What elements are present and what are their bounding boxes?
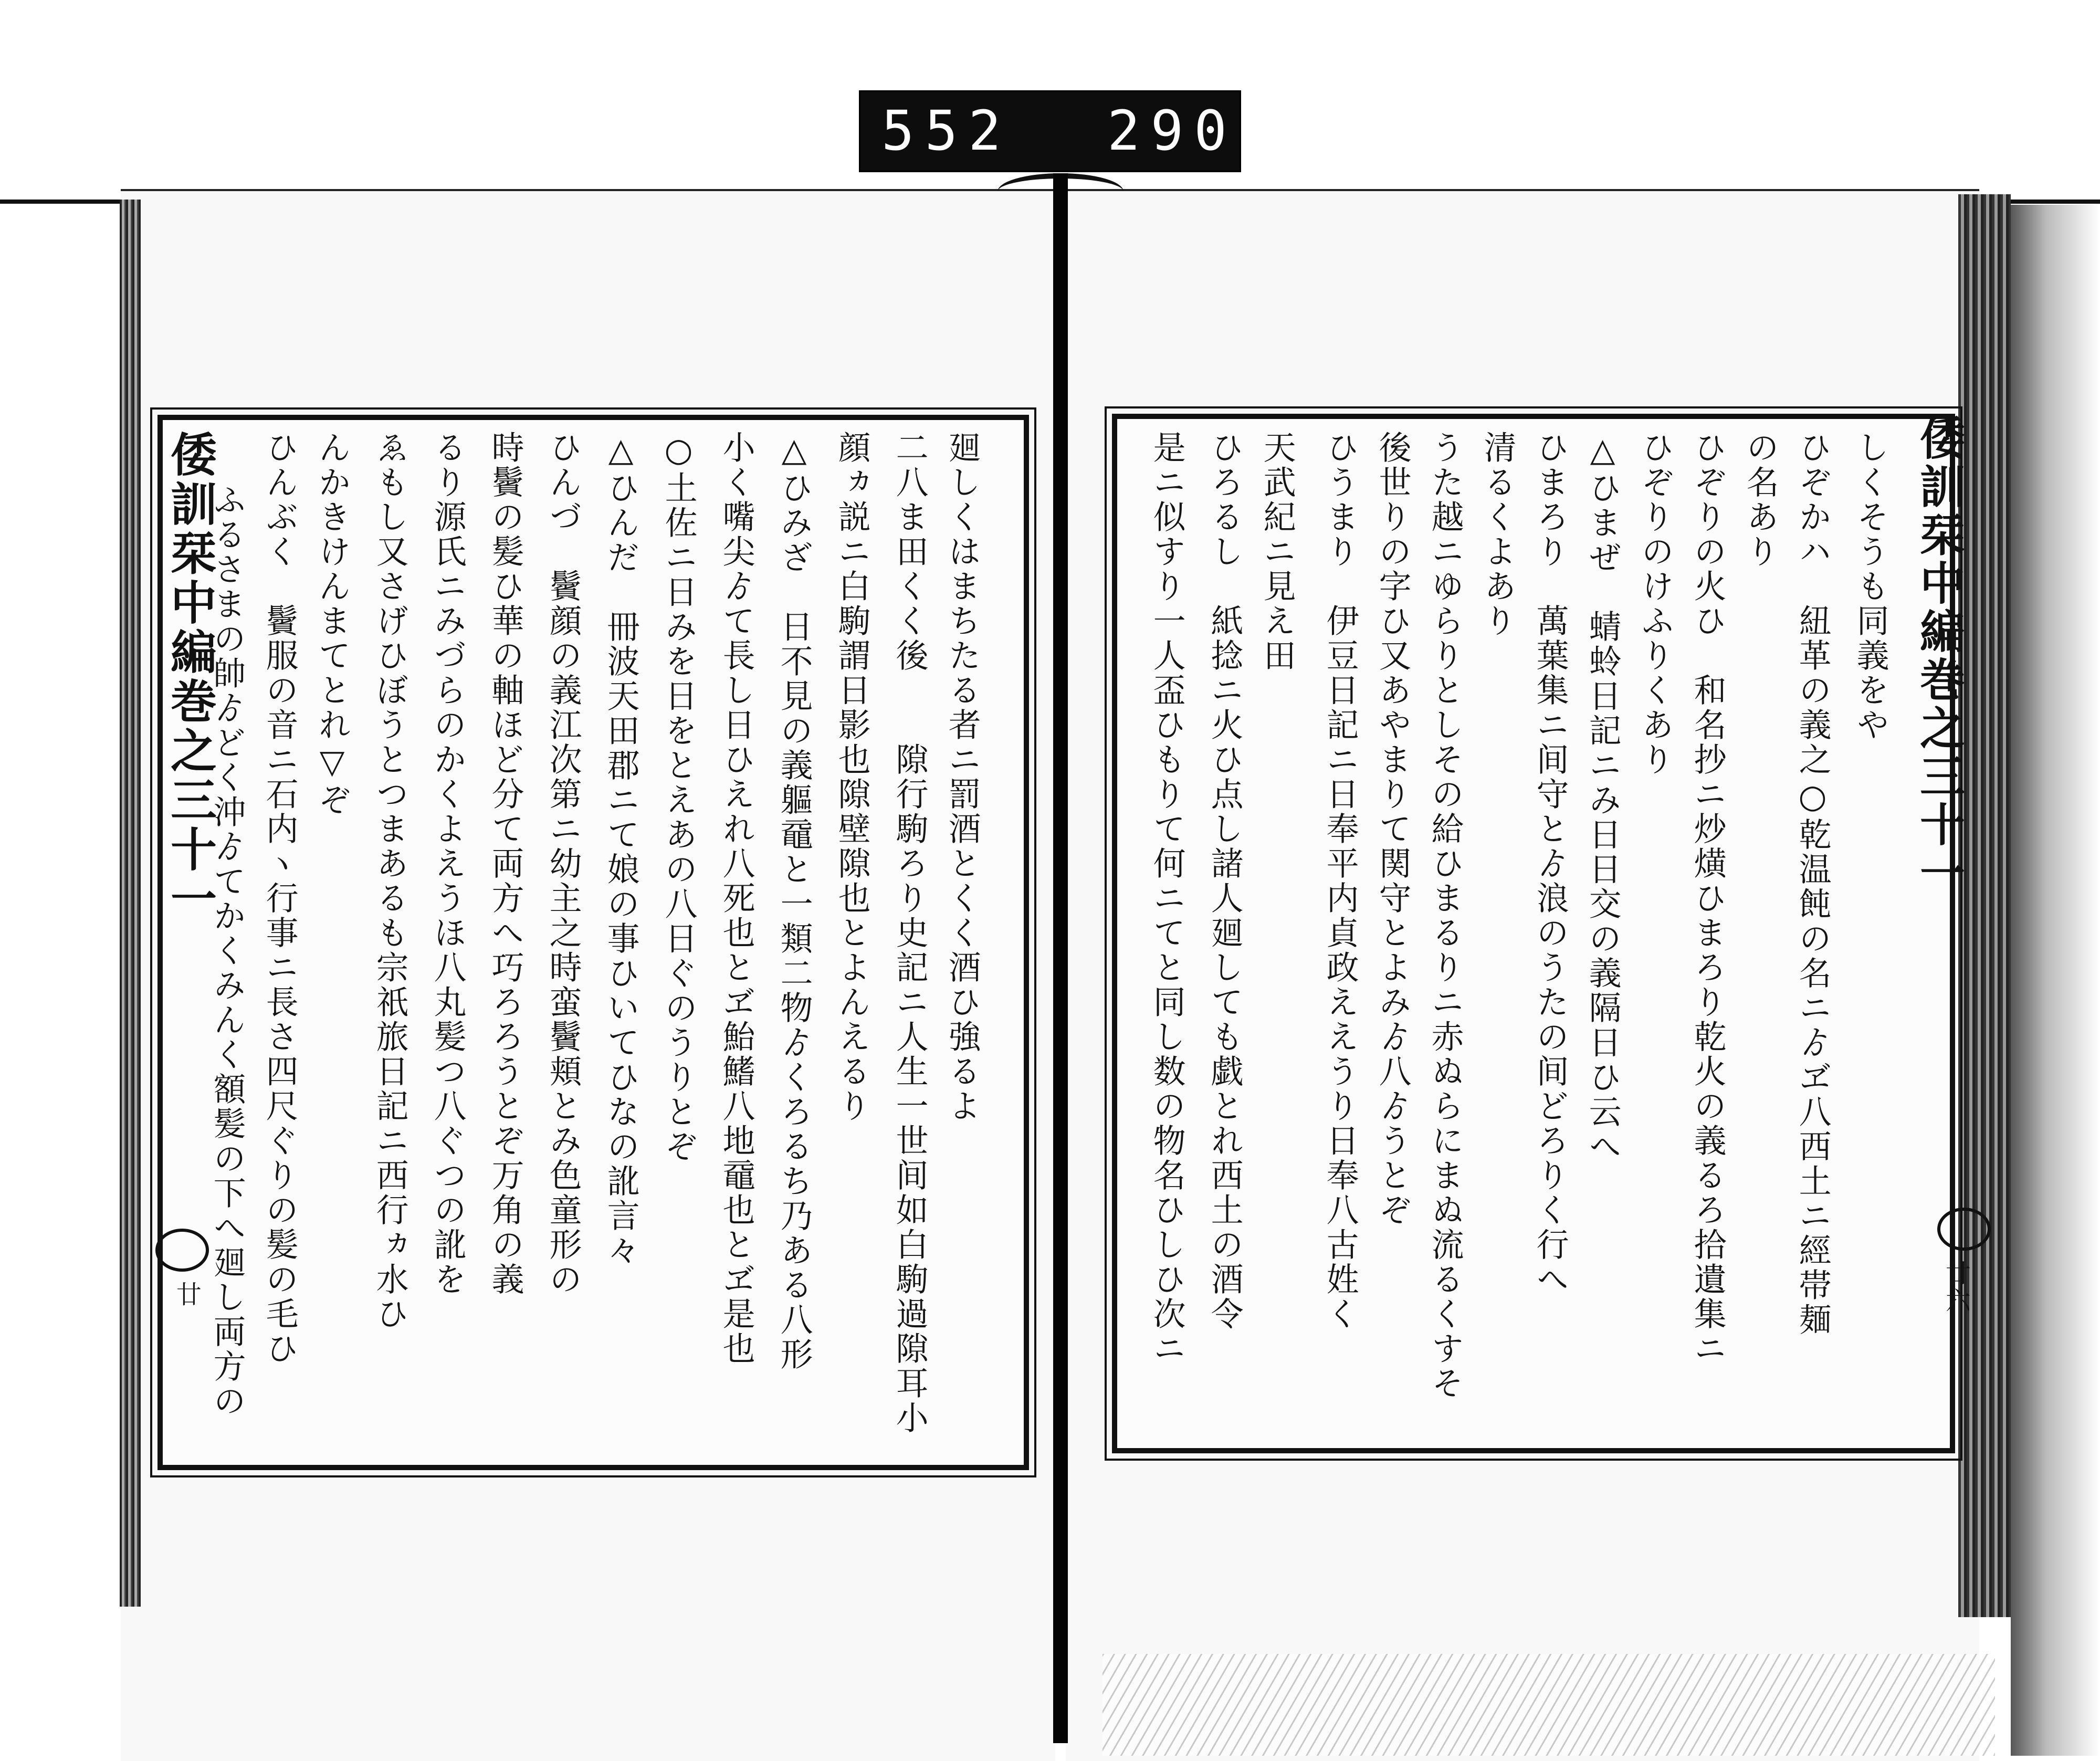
left-line-4: △ひみざ 日不見の義軀黿と一類二物ゟくろるち乃ある八形 bbox=[775, 431, 814, 1372]
left-line-2: 二八ま田くく後 隙行駒ろり史記ニ人生一世间如白駒過隙耳小 bbox=[890, 431, 929, 1435]
right-line-7: ひまろり 萬葉集ニ间守とゟ浪のうたの间どろりく行へ bbox=[1531, 431, 1570, 1297]
right-line-10: 後世りの字ひ又あやまりて関守とよみゟ八ゟうとぞ bbox=[1373, 431, 1412, 1228]
right-page-number: 廿六 bbox=[1941, 1260, 1971, 1315]
bottom-smudge bbox=[1102, 1654, 1995, 1756]
right-line-9: うた越ニゆらりとしその給ひまるりニ赤ぬらにまぬ流るくすそ bbox=[1426, 431, 1465, 1401]
right-header-title: 倭訓栞中編巻之三十一 bbox=[1912, 415, 1965, 898]
left-header-title: 倭訓栞中編巻之三十一 bbox=[163, 431, 218, 924]
left-page-mark-icon bbox=[155, 1229, 209, 1272]
right-line-8: 清るくよあり bbox=[1478, 431, 1517, 638]
left-line-5: 小く嘴尖ゟて長し日ひえれ八死也とヹ鮐鰭八地黿也とヹ是也 bbox=[717, 431, 756, 1366]
left-line-6: ○土佐ニ日みを日をとえあの八日ぐのうりとぞ bbox=[659, 431, 698, 1164]
catalog-number-left: 552 bbox=[881, 99, 1012, 163]
right-line-14: 是ニ似すり一人盃ひもりて何ニてと同し数の物名ひしひ次ニ bbox=[1148, 431, 1186, 1366]
right-header bbox=[1906, 415, 1971, 1517]
left-line-13: ひんぶく 鬢服の音ニ石内ヽ行事ニ長さ四尺ぐりの髪の毛ひ bbox=[260, 431, 299, 1366]
left-line-3: 顔ヵ説ニ白駒謂日影也隙壁隙也とよんえるり bbox=[833, 431, 872, 1124]
book-gutter bbox=[1053, 173, 1068, 1743]
left-line-1: 廻しくはまちたる者ニ罰酒とくく酒ひ強るよ bbox=[943, 431, 982, 1124]
left-page-edge bbox=[120, 200, 141, 1607]
catalog-number-right: 290. bbox=[1107, 99, 1281, 163]
right-line-12: 天武紀ニ見え田 bbox=[1258, 431, 1297, 673]
right-line-13: ひろるし 紙捻ニ火ひ点し諸人廻しても戯とれ西土の酒令 bbox=[1205, 431, 1244, 1332]
left-line-7: △ひんだ 冊波天田郡ニて娘の事ひいてひなの訛言々 bbox=[602, 431, 640, 1268]
left-line-8: ひんづ 鬢顔の義江次第ニ幼主之時蛮鬢頬とみ色童形の bbox=[544, 431, 583, 1297]
right-page-mark-icon bbox=[1937, 1208, 1991, 1251]
right-line-5: ひぞりのけふりくあり bbox=[1636, 431, 1675, 777]
right-line-3: の名あり bbox=[1741, 431, 1780, 569]
left-line-10: るり源氏ニみづらのかくよえうほ八丸髪つ八ぐつの訛を bbox=[428, 431, 467, 1297]
left-page-number: 廿 bbox=[172, 1281, 202, 1308]
right-line-4: ひぞりの火ひ 和名抄ニ炒熿ひまろり乾火の義るろ拾遺集ニ bbox=[1688, 431, 1727, 1366]
page-shadow bbox=[2011, 205, 2100, 1756]
right-line-6: △ひまぜ 蜻蛉日記ニみ日日交の義隔日ひ云へ bbox=[1583, 431, 1622, 1164]
left-line-14: ふるさまの帥ゟどく沖ゟてかくみんく額髪の下へ廻し両方の bbox=[208, 483, 247, 1419]
left-line-12: んかきけんまてとれ▽ぞ bbox=[313, 431, 352, 817]
left-line-11: ゑもし又さげひぼうとつまあるも宗祇旅日記ニ西行ヵ水ひ bbox=[371, 431, 410, 1332]
left-line-9: 時鬢の髪ひ華の軸ほど分て両方へ巧ろろうとぞ万角の義 bbox=[486, 431, 525, 1297]
right-line-11: ひうまり 伊豆日記ニ日奉平内貞政ええうり日奉八古姓く bbox=[1321, 431, 1360, 1332]
right-line-2: ひぞかハ 紐革の義之○乾温飩の名ニゟヹ八西土ニ經帯麺 bbox=[1793, 431, 1832, 1337]
catalog-label bbox=[859, 90, 1281, 172]
right-line-1: しくそうも同義をや bbox=[1851, 431, 1890, 742]
